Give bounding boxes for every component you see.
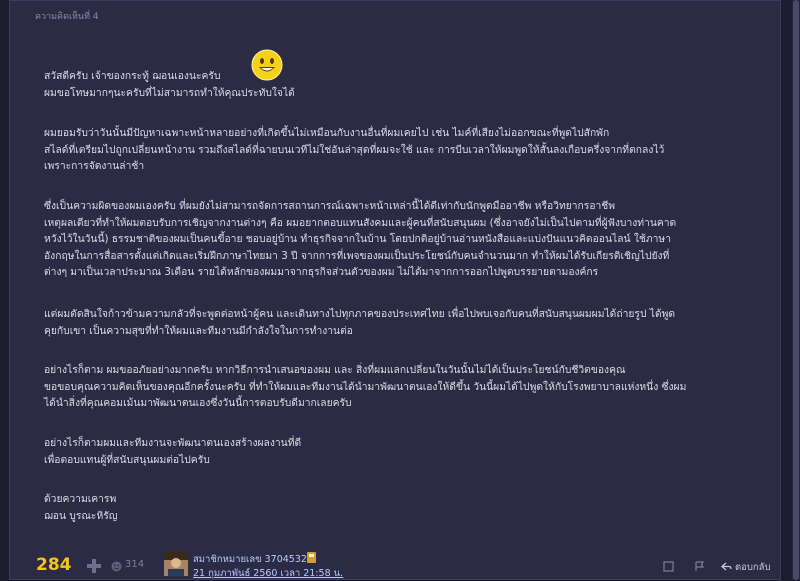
scrollbar-thumb[interactable] <box>793 0 799 580</box>
avatar-image <box>164 552 188 576</box>
comment-card <box>9 0 781 580</box>
post-date[interactable]: 21 กุมภาพันธ์ 2560 เวลา 21:58 น. <box>193 568 344 579</box>
member-badge-icon <box>307 552 316 563</box>
plus-icon[interactable] <box>87 559 101 573</box>
greeting-text: สวัสดีครับ เจ้าของกระทู้ ฌอนเองนะครับ ผมขอโทษมากๆนะครับที่ไม่สามารถทำให้คุณประทับใจได้ <box>44 70 295 99</box>
scrollbar[interactable] <box>792 0 800 580</box>
paragraph-2: ซึ่งเป็นความผิดของผมเองครับ ที่ผมยังไม่สามารถจัดการสถานการณ์เฉพาะหน้าเหล่านี้ได้ดีเท่ากับนักพูดมืออาชีพ หรือวิทยากรอาชีพ เหตุผลเดียวที่ทำให้ผมตอบรับการเชิญจากงานต่างๆ คือ ผมอยากตอบแทนสังคมและผู้คนที่สนับสนุนผม (ซึ่งอาจยังไม่เป็นไปตามที่ผู้ฟังบางท่านคาด หวังไว้ในวันนี้) ธรรมชาติของผมเป็นคนขี้อาย ชอบอยู่บ้าน ทำธุรกิจจากในบ้าน โดยปกติอยู่บ้านอ่านหนังสือและแบ่งปันแนวคิดออนไลน์ ใช้ภาษา อังกฤษในการสื่อสารตั้งแต่เกิดและเริ่มฝึกภาษาไทยมา 3 ปี จากการที่เพจของผมเป็นประโยชน์กับคนจำนวนมาก ทำให้ผมได้รับเกียรติเชิญไปยังที่ ต่างๆ มาเป็นเวลาประมาณ 3เดือน รายได้หลักของผมมาจากธุรกิจส่วนตัวของผม ไม่ได้มาจากการออกไปพูดบรรยายตามองค์กร <box>44 200 677 278</box>
vote-count: 284 <box>36 555 72 575</box>
quote-icon[interactable] <box>663 561 674 572</box>
member-name[interactable]: สมาชิกหมายเลข 3704532 <box>193 554 307 565</box>
paragraph-4: อย่างไรก็ตาม ผมขออภัยอย่างมากครับ หากวิธีการนำเสนอของผม และ สิ่งที่ผมแลกเปลี่ยนในวันนั้นไม่ได้เป็นประโยชน์กับชีวิตของคุณ ขอขอบคุณความคิดเห็นของคุณอีกครั้งนะครับ ที่ทำให้ผมและทีมงานได้นำมาพัฒนาตนเองให้ดีขึ้น วันนี้ผมได้ไปพูดให้กับโรงพยาบาลแห่งหนึ่ง ซึ่งผม ได้นำสิ่งที่คุณคอมเม้นมาพัฒนาตนเองซึ่งวันนี้การตอบรับดีมากเลยครับ <box>44 364 687 409</box>
emotion-icon[interactable] <box>111 561 122 572</box>
paragraph-5: อย่างไรก็ตามผมและทีมงานจะพัฒนาตนเองสร้างผลงานที่ดี เพื่อตอบแทนผู้ที่สนับสนุนผมต่อไปครับ <box>44 437 302 466</box>
emotion-count: 314 <box>125 559 145 570</box>
reply-button[interactable]: ตอบกลับ <box>735 562 771 573</box>
paragraph-3: แต่ผมตัดสินใจก้าวข้ามความกลัวที่จะพูดต่อหน้าผู้คน และเดินทางไปทุกภาคของประเทศไทย เพื่อไปพบเจอกับคนที่สนับสนุนผมผมได้ถ่ายรูป ได้พูด คุยกับเขา เป็นความสุขที่ทำให้ผมและทีมงานมีกำลังใจในการทำงานต่อ <box>44 308 676 337</box>
reply-icon[interactable] <box>721 561 732 572</box>
smiley-icon <box>251 49 283 81</box>
comment-number: ความคิดเห็นที่ 4 <box>35 12 99 22</box>
report-icon[interactable] <box>694 561 705 572</box>
signoff: ด้วยความเคารพ ฌอน บูรณะหิรัญ <box>44 493 118 522</box>
avatar[interactable] <box>164 552 188 576</box>
comment-footer <box>10 545 782 581</box>
paragraph-1: ผมยอมรับว่าวันนั้นมีปัญหาเฉพาะหน้าหลายอย่างที่เกิดขึ้นไม่เหมือนกับงานอื่นที่ผมเคยไป เช่น ไมค์ที่เสียงไม่ออกขณะที่พูดไปสักพัก สไลด์ที่เตรียมไปถูกเปลี่ยนหน้างาน รวมถึงสไลด์ที่ฉายบนเวทีไม่ใช่อันล่าสุดที่ผมจะใช้ และ การบีบเวลาให้ผมพูดให้สั้นลงเกือบครึ่งจากที่ตกลงไว้ เพราะการจัดงานล่าช้า <box>44 127 665 172</box>
